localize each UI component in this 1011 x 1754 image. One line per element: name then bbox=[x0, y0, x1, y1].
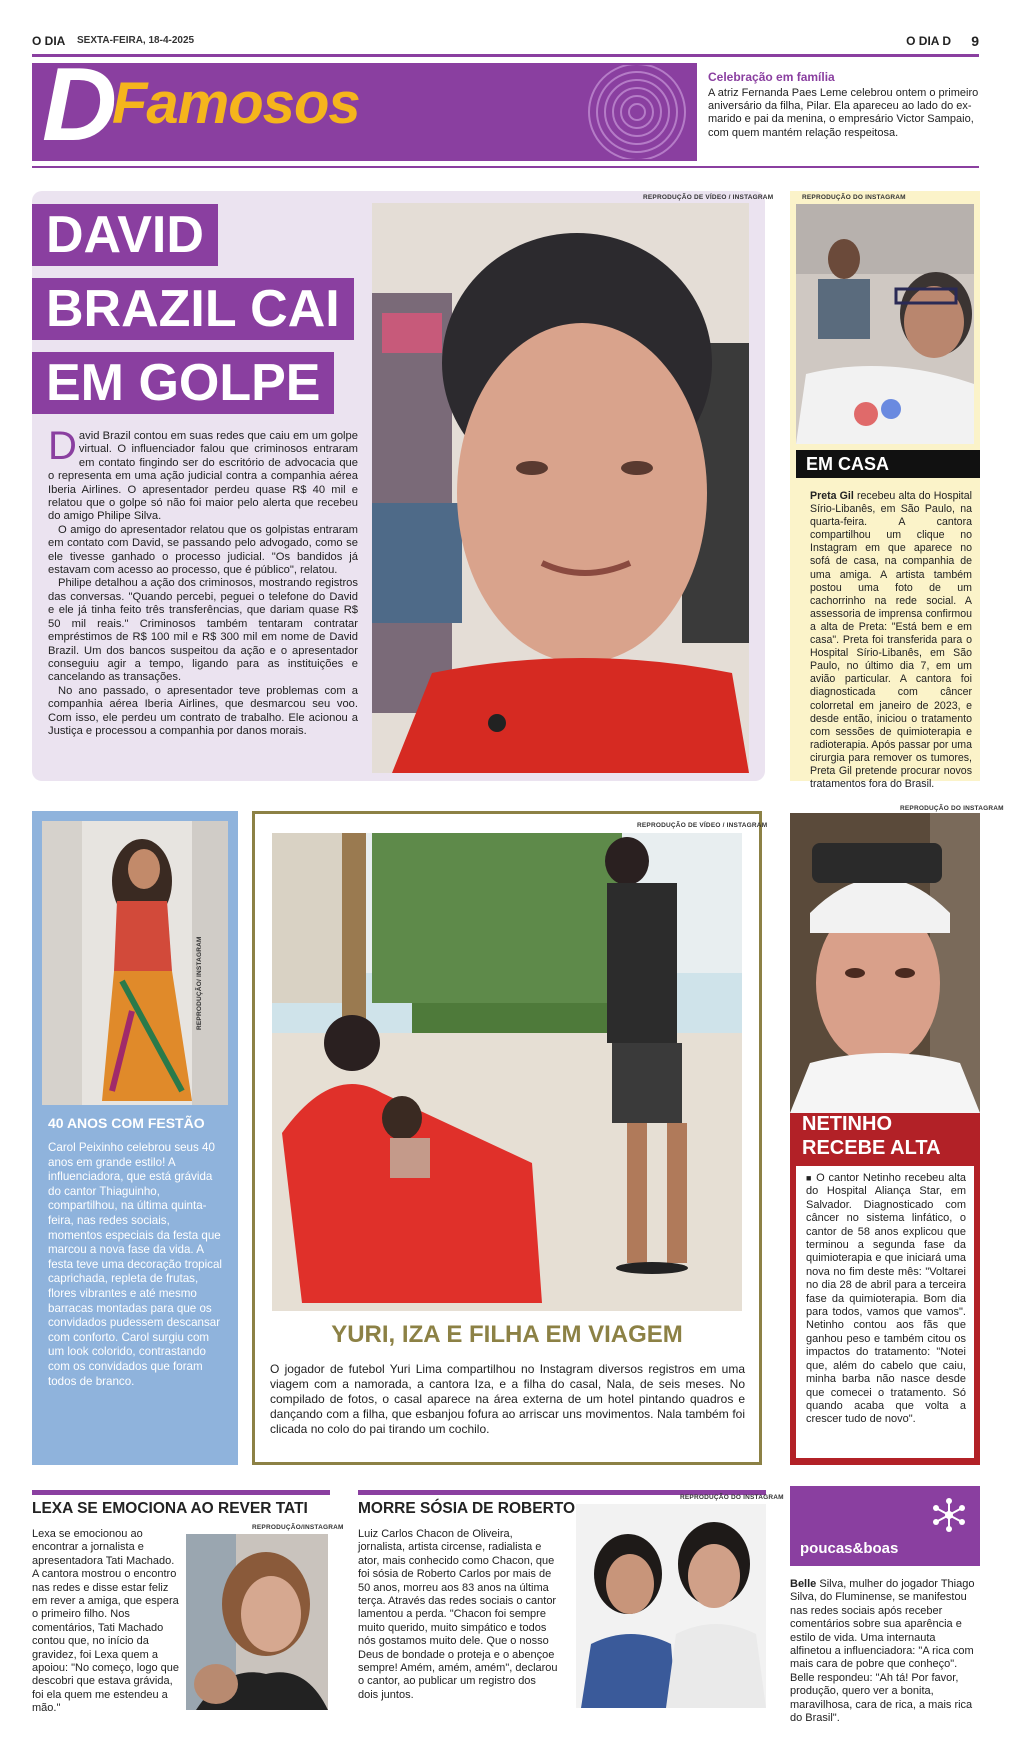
poucas-boas-text bbox=[790, 1578, 980, 1725]
top-brand: O DIA bbox=[32, 34, 66, 48]
netinho-text: O cantor Netinho recebeu alta do Hospital Aliança Star, em Salvador. Diagnosticado com câncer no sistema linfático, o cantor de 58 anos explicou que terminou a segunda fase da quimioterapia e que iniciará uma nova no fim deste mês: "Voltarei no dia 28 de abril para a terceira fase da quimioterapia. Bom dia para todos, vamos que vamos". Netinho contou aos fãs que ganhou peso e também citou os impactos do tratamento: "Notei que, além do cabelo que caiu, minha barba não nasce desde que comecei o tratamento. Só quando acaba que volta a crescer tudo de novo". bbox=[806, 1172, 967, 1426]
em-casa-text bbox=[810, 490, 972, 791]
roberto-title: MORRE SÓSIA DE ROBERTO bbox=[358, 1500, 576, 1517]
lead-paragraph-1: avid Brazil contou em suas redes que caiu em um golpe virtual. O influenciador falou que criminosos entraram em contato fingindo ser do escritório de advocacia que o representa em uma ação judicial contra a companhia aérea Iberia Airlines. O apresentador perdeu quase R$ 40 mil e relatou que o golpe só não foi maior pelo alerta que recebeu do amigo Philipe Silva. bbox=[48, 430, 358, 523]
carol-credit: REPRODUÇÃO/ INSTAGRAM bbox=[196, 936, 203, 1030]
banner-side-note bbox=[708, 70, 980, 140]
yuri-title: YURI, IZA E FILHA EM VIAGEM bbox=[331, 1321, 683, 1348]
lead-headline-line-3: EM GOLPE bbox=[32, 352, 334, 414]
lead-paragraph-3: Philipe detalhou a ação dos criminosos, mostrando registros das conversas. "Quando percebi, peguei o telefone do David e ele já tinha feito três transferências, que dariam quase R$ 50 mil reais." Criminosos também tentaram contratar empréstimos de R$ 100 mil e R$ 300 mil em nome de David Brazil. Um dos bancos suspeitou da ação e o apresentador conseguiu agir a tempo, ligando para as instituições e cancelando as transações. bbox=[48, 577, 358, 684]
top-right-brand: O DIA D bbox=[906, 34, 951, 48]
netinho-photo bbox=[790, 813, 980, 1113]
em-casa-body: recebeu alta do Hospital Sírio-Libanês, em São Paulo, na quarta-feira. A cantora compartilhou um clique no Instagram em que aparece no sofá de casa, na companhia de uma amiga. A artista também postou uma foto de um cachorrinho na rede social. A assessoria de imprensa confirmou a alta de Preta: "Está bem e em casa". Preta foi transferida para o Hospital Sírio-Libanês, em São Paulo, no último dia 7, em um avião particular. A cantora foi diagnosticada com câncer colorretal em janeiro de 2023, e desde então, iniciou o tratamento com sessões de quimioterapia e radioterapia. Após passar por uma cirurgia para remover os tumores, Preta Gil pretende procurar novos tratamentos fora do Brasil. bbox=[810, 490, 972, 791]
netinho-bullet: ■ bbox=[806, 1173, 813, 1183]
lead-article-body bbox=[48, 424, 358, 738]
yuri-iza-photo bbox=[272, 833, 742, 1311]
logo-word: Famosos bbox=[112, 71, 360, 136]
page-number: 9 bbox=[971, 33, 979, 49]
poucas-boas-title: poucas&boas bbox=[800, 1540, 899, 1557]
banner-bottom-rule bbox=[32, 166, 979, 168]
logo-d: D bbox=[42, 63, 118, 161]
poucas-boas-header bbox=[790, 1486, 980, 1566]
em-casa-title: EM CASA bbox=[806, 454, 890, 474]
netinho-text-box bbox=[796, 1166, 974, 1458]
poucas-body: Silva, mulher do jogador Thiago Silva, do Fluminense, se manifestou nas redes sociais após receber comentários sobre sua aparência e estilo de vida. Uma internauta alfinetou a influenciadora: "A rica com mais cara de pobre que conheço". Belle respondeu: "Ah tá! Por favor, produção, quero ver a bonita, maravilhosa, cara de rica, a mais rica do Brasil". bbox=[790, 1578, 975, 1725]
em-casa-credit: REPRODUÇÃO DO INSTAGRAM bbox=[802, 194, 906, 201]
top-bar bbox=[32, 34, 979, 52]
yuri-credit: REPRODUÇÃO DE VÍDEO / INSTAGRAM bbox=[637, 822, 768, 829]
netinho-title-line-1: NETINHO bbox=[802, 1113, 892, 1135]
lead-photo-credit: REPRODUÇÃO DE VÍDEO / INSTAGRAM bbox=[643, 194, 774, 201]
section-banner bbox=[32, 63, 697, 161]
lexa-rule bbox=[32, 1490, 330, 1495]
em-casa-lead-name: Preta Gil bbox=[810, 490, 854, 502]
lead-headline-line-2: BRAZIL CAI bbox=[32, 278, 354, 340]
molecule-icon bbox=[930, 1496, 968, 1534]
top-date: SEXTA-FEIRA, 18-4-2025 bbox=[77, 35, 195, 46]
lexa-credit: REPRODUÇÃO/INSTAGRAM bbox=[252, 1524, 344, 1531]
preta-gil-photo bbox=[796, 204, 974, 444]
poucas-lead-name: Belle bbox=[790, 1578, 817, 1590]
roberto-text: Luiz Carlos Chacon de Oliveira, jornalista, artista circense, radialista e ator, mais conhecido como Chacon, que foi sósia de Roberto Carlos por mais de 50 anos, morreu aos 83 anos na última terça. Através das redes sociais o cantor lamentou a perda. "Chacon foi sempre muito querido, muito simpático e todos nós gostamos muito dele. Que o nosso Deus de bondade o proteja e o abençoe sempre! Amém, amém, amém", declarou o cantor, ao publicar um registro dos dois juntos. bbox=[358, 1528, 558, 1701]
lead-headline-line-1: DAVID bbox=[32, 204, 218, 266]
chacon-roberto-photo bbox=[576, 1504, 766, 1708]
lexa-text: Lexa se emocionou ao encontrar a jornalista e apresentadora Tati Machado. A cantora mostrou o encontro nas redes e disse estar feliz em rever a amiga, que espera o primeiro filho. Nos comentários, Tati Machado contou que, no início da gravidez, foi Lexa quem a apoiou: "No começo, logo que descobri que estava grávida, foi ela quem me estendeu a mão." bbox=[32, 1528, 180, 1715]
carol-title: 40 ANOS COM FESTÃO bbox=[48, 1115, 205, 1131]
lead-paragraph-2: O amigo do apresentador relatou que os golpistas entraram em contato com David, se passando pelo advogado, como se ele tivesse ganhado o processo judicial. "Os bandidos já estavam com acesso ao processo, que é público", relatou. bbox=[48, 523, 358, 577]
lead-paragraph-4: No ano passado, o apresentador teve problemas com a companhia aérea Iberia Airlines, que desmarcou seu voo. Com isso, ele perdeu um contrato de trabalho. Ele acionou a Justiça e processou a companhia por danos morais. bbox=[48, 684, 358, 737]
carol-text: Carol Peixinho celebrou seus 40 anos em grande estilo! A influenciadora, que está grávida do cantor Thiaguinho, compartilhou, na última quinta-feira, nas redes sociais, momentos especiais da festa que marcou a nova fase da vida. A festa teve uma decoração tropical caprichada, repleta de frutas, flores vibrantes e até mesmo barracas montadas para que os convidados pudessem descansar com conforto. Carol surgiu com um look colorido, contrastando com os convidados que foram todos de branco. bbox=[48, 1141, 223, 1388]
top-rule bbox=[32, 54, 979, 57]
netinho-title-line-2: RECEBE ALTA bbox=[802, 1137, 941, 1159]
em-casa-title-bar bbox=[796, 450, 980, 478]
lexa-title: LEXA SE EMOCIONA AO REVER TATI bbox=[32, 1500, 308, 1517]
banner-side-text: A atriz Fernanda Paes Leme celebrou ontem o primeiro aniversário da filha, Pilar. Ela apareceu ao lado do ex-marido e pai da menina, o empresário Victor Sampaio, com quem mantém relação respeitosa. bbox=[708, 87, 979, 139]
lexa-tati-photo bbox=[186, 1534, 328, 1710]
lead-dropcap: D bbox=[48, 424, 77, 468]
banner-rings bbox=[582, 65, 692, 159]
david-brazil-photo bbox=[372, 203, 749, 773]
yuri-text: O jogador de futebol Yuri Lima compartilhou no Instagram diversos registros em uma viagem com a namorada, a cantora Iza, e a filha do casal, Nala, de seis meses. No compilado de fotos, o casal aparece na área externa de um hotel pintando quadros e dançando com a filha, que esbanjou fofura ao arriscar uns movimentos. Nala também foi clicada no colo do pai tirando um cochilo. bbox=[270, 1362, 745, 1436]
roberto-credit: REPRODUÇÃO DO INSTAGRAM bbox=[680, 1494, 784, 1501]
netinho-credit: REPRODUÇÃO DO INSTAGRAM bbox=[900, 805, 1004, 812]
banner-side-title: Celebração em família bbox=[708, 70, 835, 84]
